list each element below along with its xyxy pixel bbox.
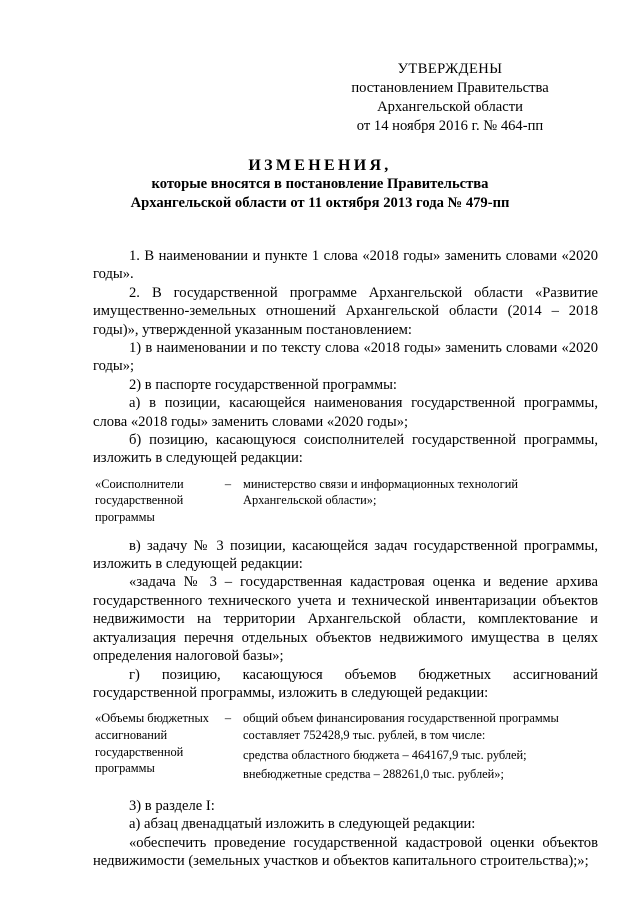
funding-line: внебюджетные средства – 288261,0 тыс. рублей»; [243,767,504,782]
table-dash: – [224,476,232,491]
paragraph: «задача № 3 – государственная кадастровая оценка и ведение архива государственного технического учета и технической инвентаризации объектов недвижимости на территории Архангельской области, комплектование и актуализация перечня отдельных объектов недвижимого имущества в целях определения налоговой базы»; [93,574,598,665]
title-line: Архангельской области от 11 октября 2013 года № 479-пп [130,195,510,211]
table-dash: – [224,711,232,726]
paragraph: в) задачу № 3 позиции, касающейся задач государственной программы, изложить в следующей редакции: [93,537,598,573]
approval-line: от 14 ноября 2016 г. № 464-пп [356,118,544,134]
paragraph: а) в позиции, касающейся наименования государственной программы, слова «2018 годы» заменить словами «2020 годы»; [93,395,598,430]
paragraph: 2) в паспорте государственной программы: [129,376,397,393]
table-value: министерство связи и информационных технологий Архангельской области»; [243,476,518,508]
coexecutors-table [93,476,598,526]
paragraph: 3) в разделе I: [129,797,215,814]
paragraph: 1) в наименовании и по тексту слова «2018 годы» заменить словами «2020 годы»; [93,340,598,375]
document-body [93,247,598,870]
paragraph: «обеспечить проведение государственной кадастровой оценки объектов недвижимости (земельных участков и объектов капитального строительства);»; [93,834,598,869]
title-line: которые вносятся в постановление Правительства [151,176,489,192]
paragraph: 1. В наименовании и пункте 1 слова «2018 годы» заменить словами «2020 годы». [93,248,598,283]
approval-stamp [330,60,570,136]
approval-line: Архангельской области [377,99,523,115]
funding-line: общий объем финансирования государственной программы составляет 752428,9 тыс. рублей, в том числе: [243,711,559,742]
table-label: «Объемы бюджетных ассигнований государственной программы [95,711,210,776]
table-value [243,710,598,785]
paragraph: г) позицию, касающуюся объемов бюджетных ассигнований государственной программы, изложить в следующей редакции: [93,666,598,701]
funding-table [93,710,598,785]
paragraph: б) позицию, касающуюся соисполнителей государственной программы, изложить в следующей редакции: [93,432,598,467]
approval-heading: УТВЕРЖДЕНЫ [397,61,503,77]
table-label: «Соисполнители государственной программы [95,476,184,525]
approval-line: постановлением Правительства [351,80,549,96]
title-main: ИЗМЕНЕНИЯ, [248,157,392,174]
funding-line: средства областного бюджета – 464167,9 тыс. рублей; [243,747,527,762]
document-title [70,156,570,213]
paragraph: а) абзац двенадцатый изложить в следующей редакции: [129,816,476,833]
paragraph: 2. В государственной программе Архангельской области «Развитие имущественно-земельных отношений Архангельской области (2014 – 2018 годы)», утвержденной указанным постановлением: [93,284,598,338]
